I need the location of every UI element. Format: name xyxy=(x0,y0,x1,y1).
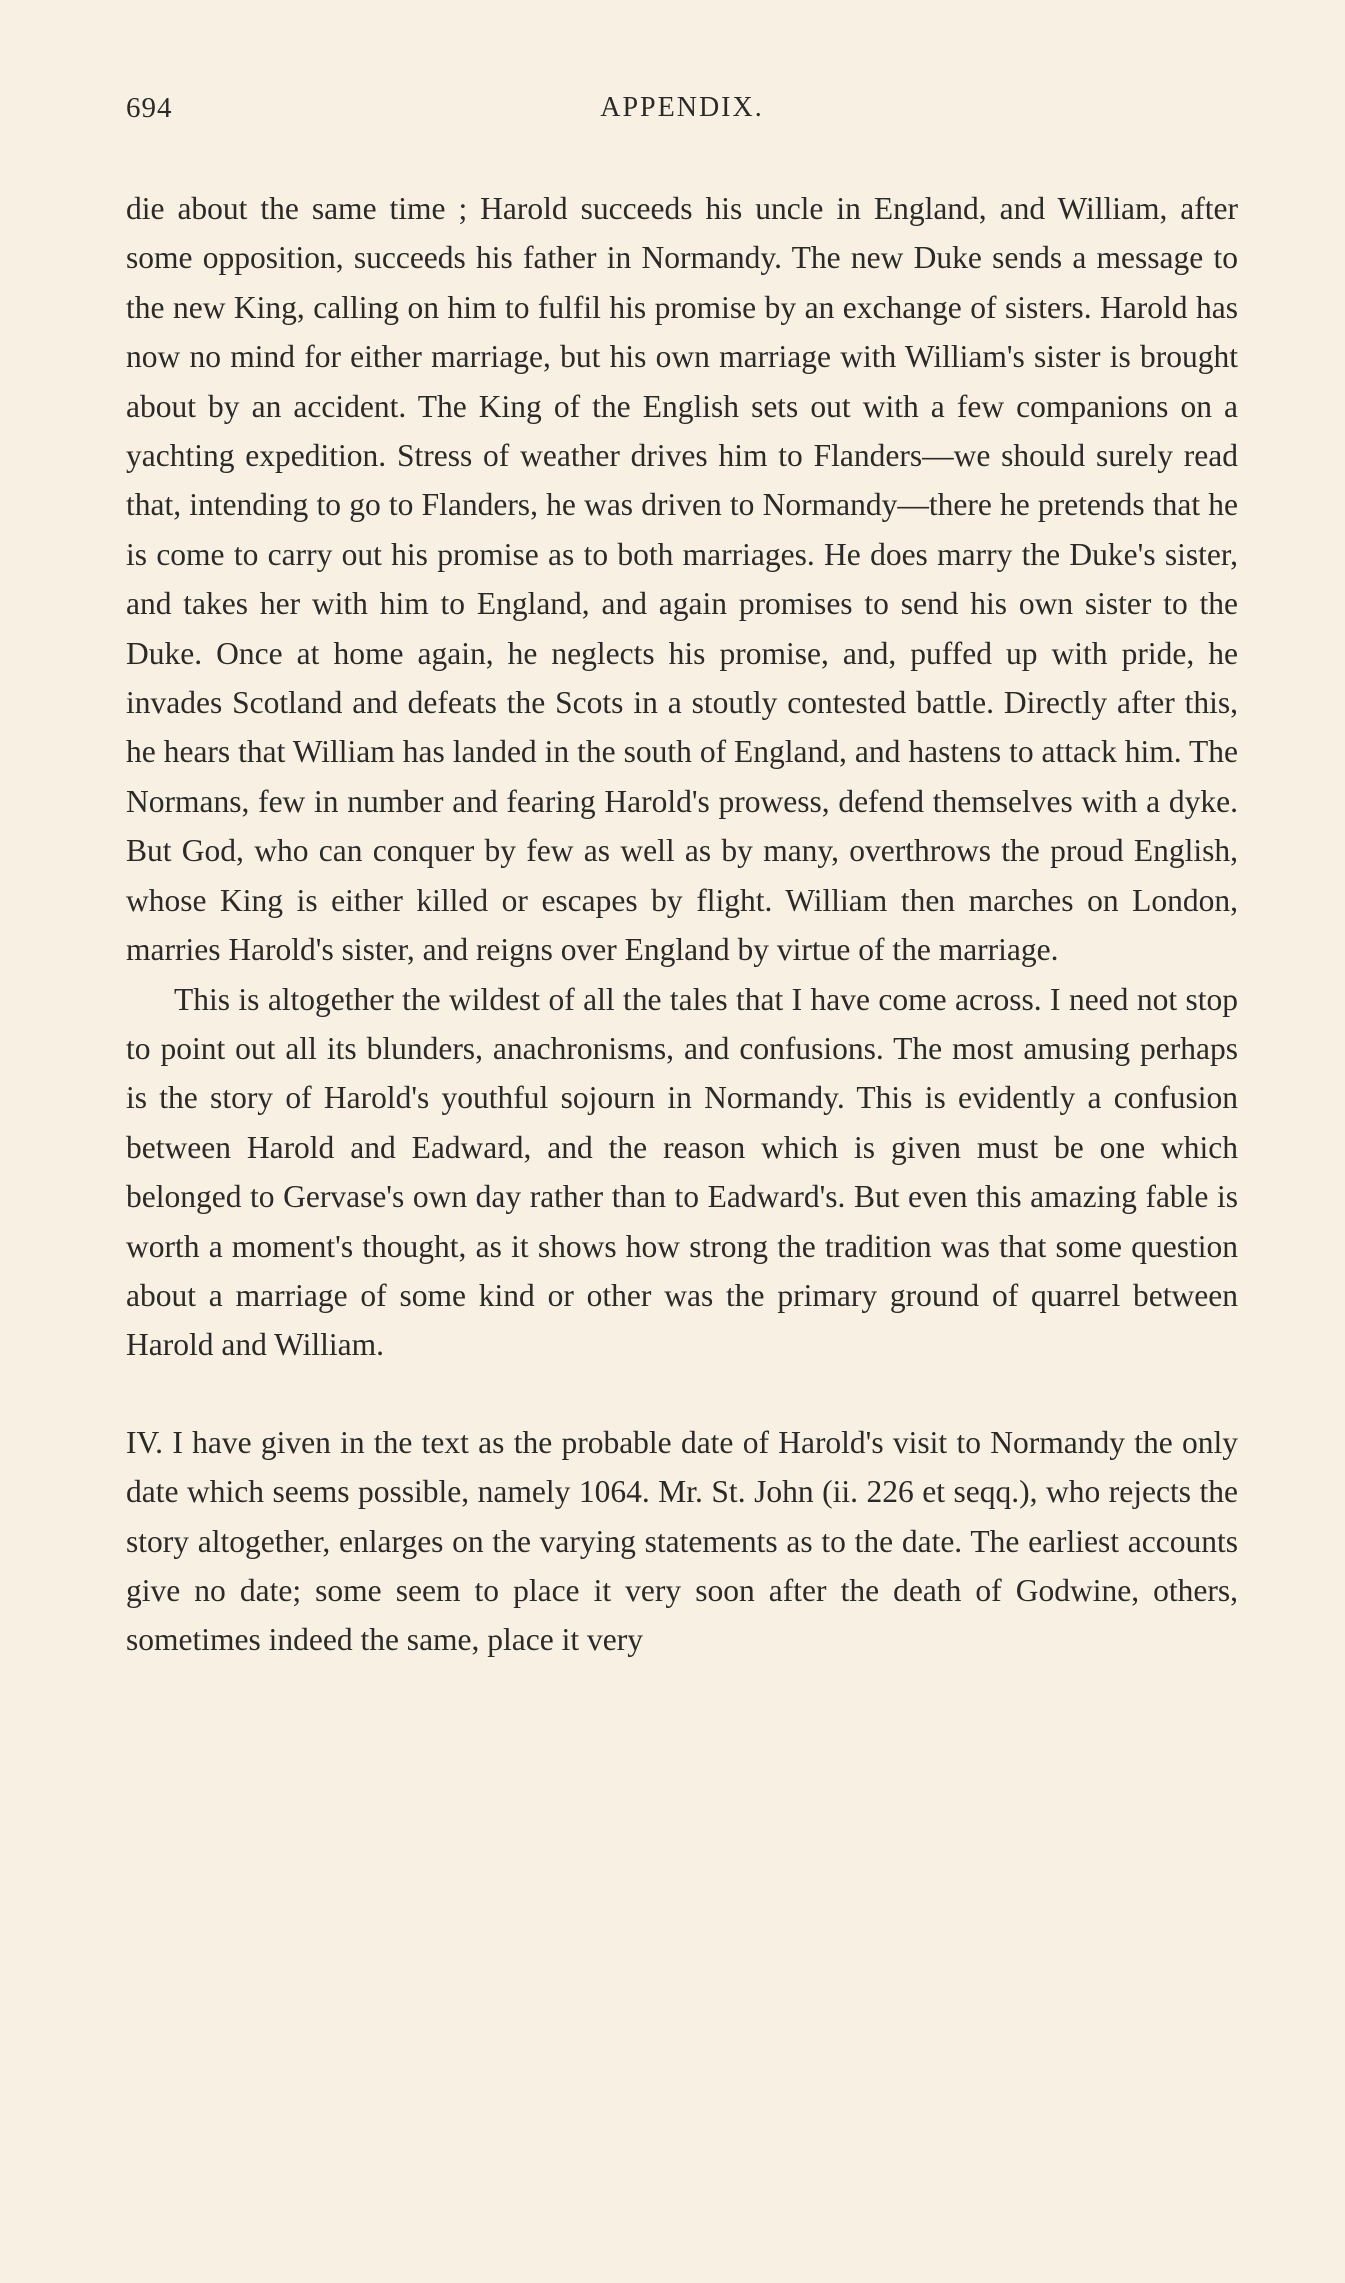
paragraph-commentary: This is altogether the wildest of all the tales that I have come across. I need not stop to point out all its blunders, anachronisms, and confusions. The most amusing perhaps is the story of Harold's youthful sojourn in Normandy. This is evidently a confusion between Harold and Eadward, and the reason which is given must be one which belonged to Gervase's own day rather than to Eadward's. But even this amazing fable is worth a moment's thought, as it shows how strong the tradition was that some question about a marriage of some kind or other was the primary ground of quarrel between Harold and William. xyxy=(126,981,1238,1363)
paragraph-section-iv: IV. I have given in the text as the probable date of Harold's visit to Normandy the only date which seems possible, namely 1064. Mr. St. John (ii. 226 et seqq.), who rejects the story altogether, enlarges on the varying statements as to the date. The earliest accounts give no date; some seem to place it very soon after the death of Godwine, others, sometimes indeed the same, place it very xyxy=(126,1424,1238,1658)
paragraph-continued: die about the same time ; Harold succeeds his uncle in England, and William, after some opposition, succeeds his father in Normandy. The new Duke sends a message to the new King, calling on him to fulfil his promise by an exchange of sisters. Harold has now no mind for either marriage, but his own marriage with William's sister is brought about by an accident. The King of the English sets out with a few companions on a yachting expedition. Stress of weather drives him to Flanders—we should surely read that, intending to go to Flanders, he was driven to Normandy—there he pretends that he is come to carry out his promise as to both marriages. He does marry the Duke's sister, and takes her with him to England, and again promises to send his own sister to the Duke. Once at home again, he neglects his promise, and, puffed up with pride, he invades Scotland and defeats the Scots in a stoutly contested battle. Directly after this, he hears that William has landed in the south of England, and hastens to attack him. The Normans, few in number and fearing Harold's prowess, defend themselves with a dyke. But God, who can conquer by few as well as by many, overthrows the proud English, whose King is either killed or escapes by flight. William then marches on London, marries Harold's sister, and reigns over England by virtue of the marriage. xyxy=(126,191,1238,968)
running-head: APPENDIX. xyxy=(600,92,764,123)
page-number: 694 xyxy=(126,92,173,124)
page-header xyxy=(126,92,1238,136)
body-text xyxy=(126,184,1238,1665)
